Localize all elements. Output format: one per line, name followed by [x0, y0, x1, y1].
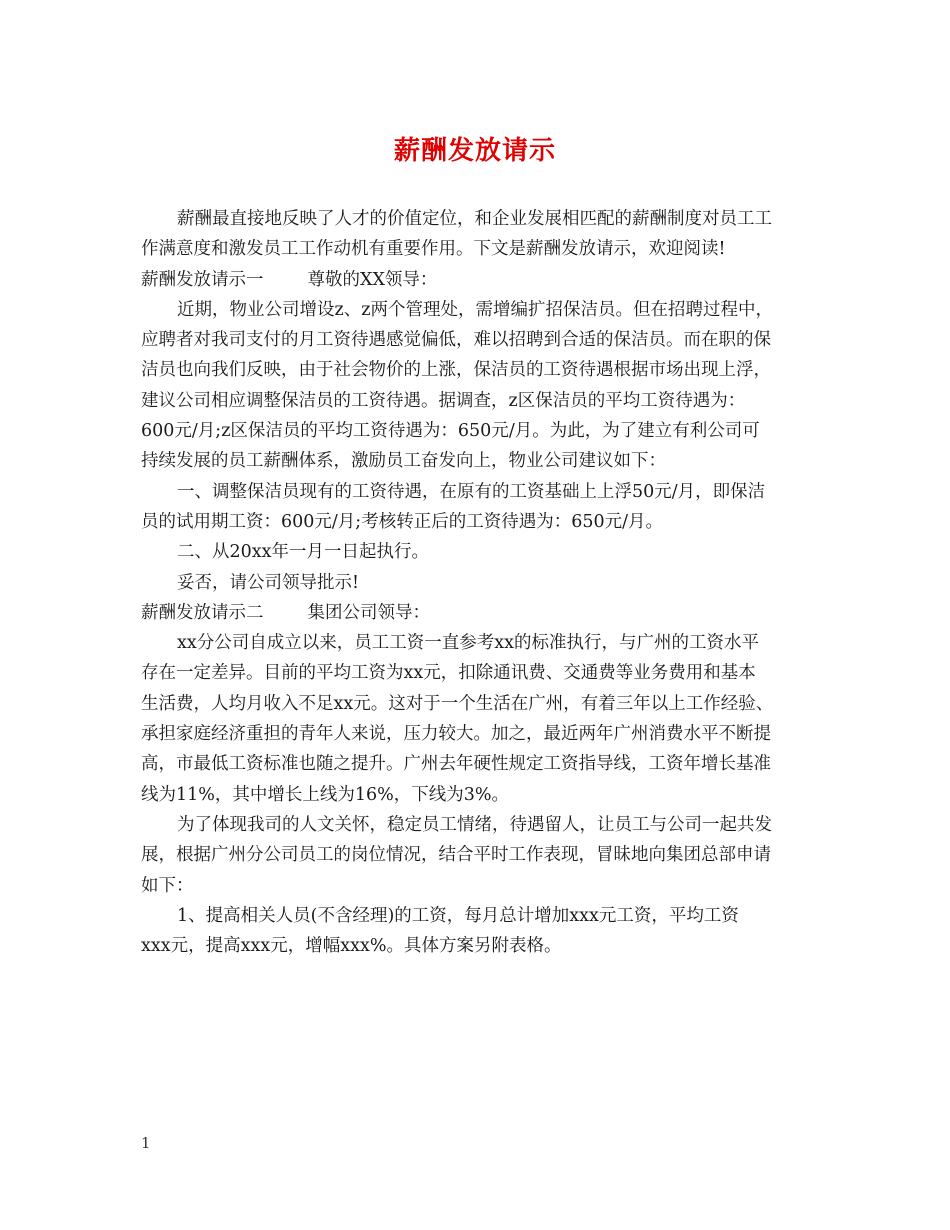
paragraph-line: 为了体现我司的人文关怀，稳定员工情绪，待遇留人，让员工与公司一起共发: [177, 814, 772, 835]
document-title: 薪酬发放请示: [393, 136, 556, 166]
paragraph-line: 600元/月;z区保洁员的平均工资待遇为：650元/月。为此，为了建立有利公司可: [141, 421, 760, 442]
paragraph-line: 建议公司相应调整保洁员的工资待遇。据调查，z区保洁员的平均工资待遇为：: [141, 390, 746, 411]
paragraph-line: 存在一定差异。目前的平均工资为xx元，扣除通讯费、交通费等业务费用和基本: [141, 663, 756, 684]
section-heading-line: [141, 598, 813, 628]
paragraph-line: xx分公司自成立以来，员工工资一直参考xx的标准执行，与广州的工资水平: [177, 633, 759, 654]
document-body: [141, 204, 813, 961]
paragraph-line: 1、提高相关人员(不含经理)的工资，每月总计增加xxx元工资，平均工资: [177, 905, 739, 926]
paragraph-line: 洁员也向我们反映，由于社会物价的上涨，保洁员的工资待遇根据市场出现上浮，: [141, 360, 771, 381]
paragraph-line: 作满意度和激发员工工作动机有重要作用。下文是薪酬发放请示，欢迎阅读!: [141, 239, 726, 260]
paragraph-line: 应聘者对我司支付的月工资待遇感觉偏低，难以招聘到合适的保洁员。而在职的保: [141, 330, 771, 351]
paragraph-line: 近期，物业公司增设z、z两个管理处，需增编扩招保洁员。但在招聘过程中，: [177, 299, 773, 320]
salutation: 尊敬的XX领导：: [307, 269, 438, 290]
paragraph-line: xxx元，提高xxx元，增幅xxx%。具体方案另附表格。: [141, 936, 562, 957]
paragraph-line: 员的试用期工资：600元/月;考核转正后的工资待遇为：650元/月。: [141, 511, 663, 532]
paragraph-line: 妥否，请公司领导批示!: [177, 572, 360, 593]
paragraph-line: 二、从20xx年一月一日起执行。: [177, 542, 430, 563]
section-heading: 薪酬发放请示二: [141, 602, 264, 623]
paragraph-line: 线为11%，其中增长上线为16%，下线为3%。: [141, 784, 510, 805]
paragraph-line: 展，根据广州分公司员工的岗位情况，结合平时工作表现，冒昧地向集团总部申请: [141, 845, 771, 866]
paragraph-line: 持续发展的员工薪酬体系，激励员工奋发向上，物业公司建议如下：: [141, 451, 666, 472]
paragraph-line: 一、调整保洁员现有的工资待遇，在原有的工资基础上上浮50元/月，即保洁: [177, 481, 766, 502]
page-number: 1: [141, 1134, 151, 1152]
salutation: 集团公司领导：: [307, 602, 430, 623]
section-heading-line: [141, 265, 813, 295]
paragraph-line: 薪酬最直接地反映了人才的价值定位，和企业发展相匹配的薪酬制度对员工工: [177, 209, 772, 229]
section-heading: 薪酬发放请示一: [141, 269, 264, 290]
paragraph-line: 承担家庭经济重担的青年人来说，压力较大。加之，最近两年广州消费水平不断提: [141, 724, 771, 745]
paragraph-line: 生活费，人均月收入不足xx元。这对于一个生活在广州，有着三年以上工作经验、: [141, 693, 774, 714]
paragraph-line: 高，市最低工资标准也随之提升。广州去年硬性规定工资指导线，工资年增长基准: [141, 754, 771, 775]
paragraph-line: 如下：: [141, 875, 194, 896]
